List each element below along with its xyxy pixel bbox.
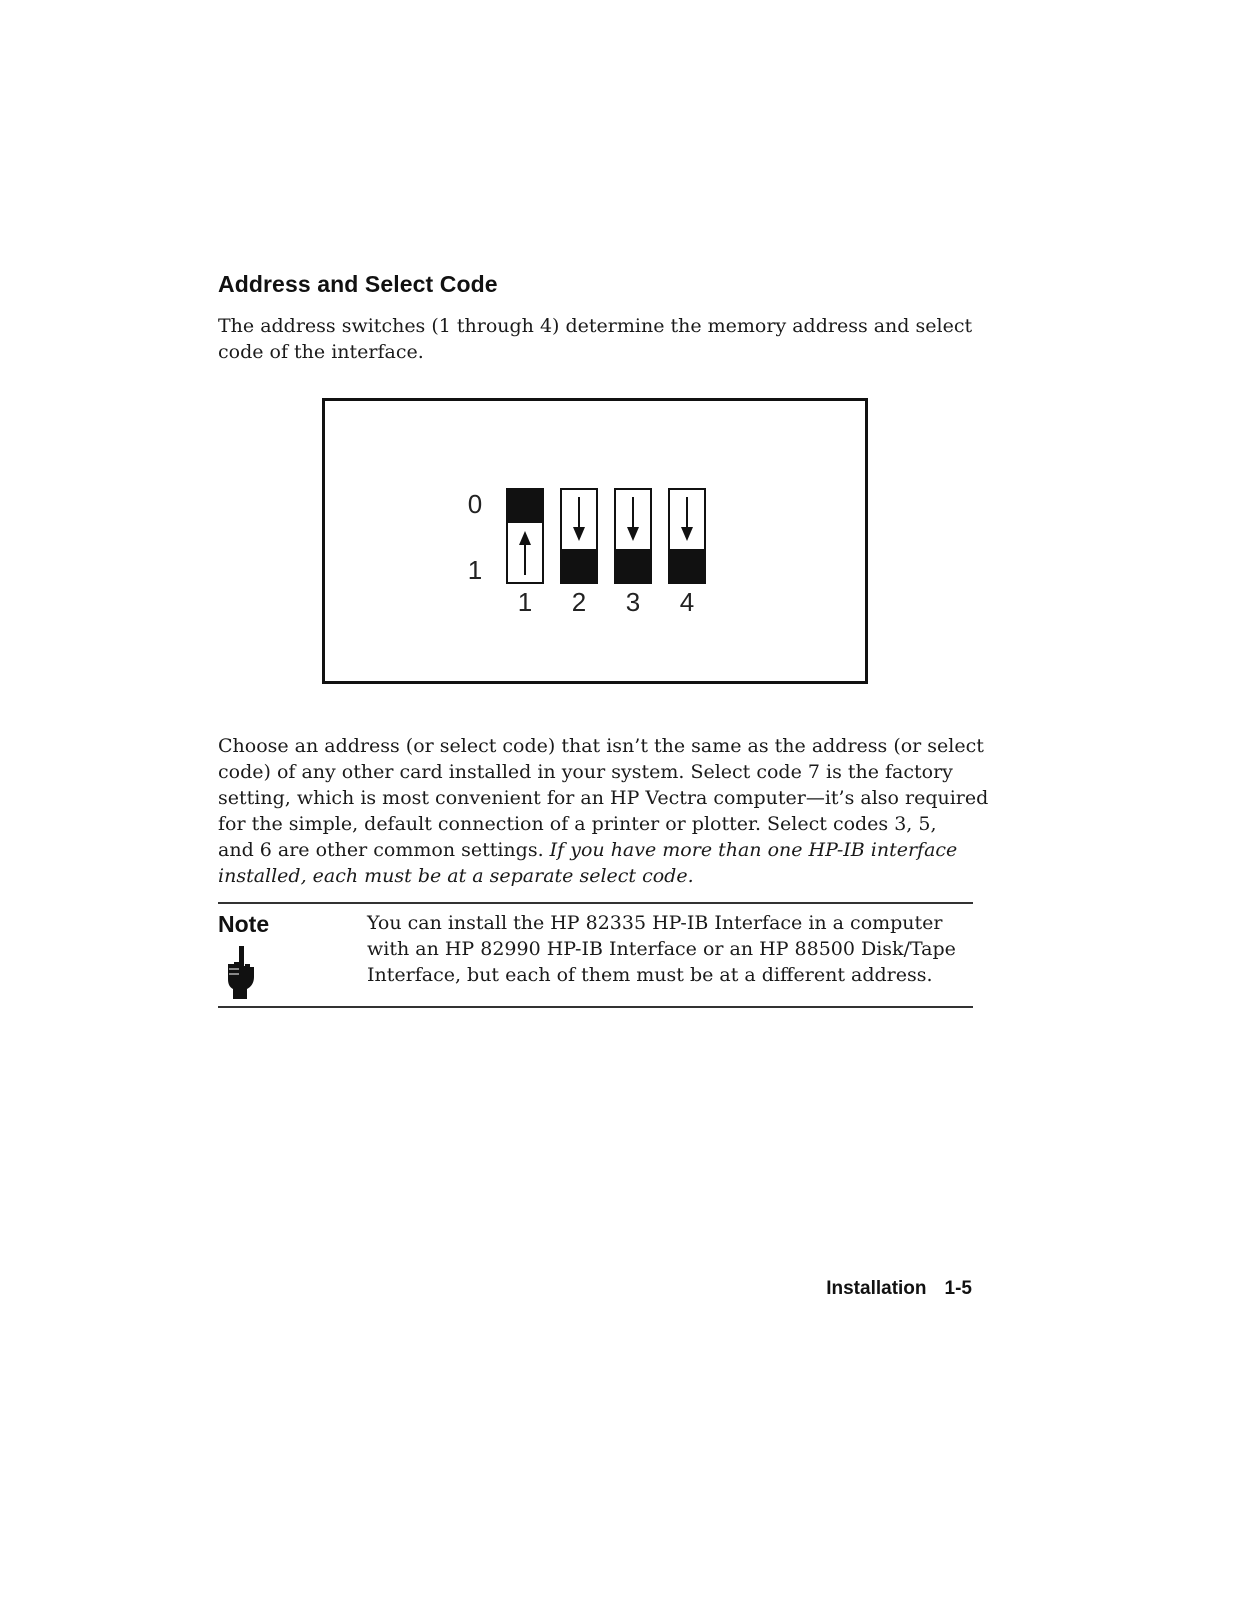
dip-switch-figure [322,398,868,684]
note-line: Interface, but each of them must be at a different address. [367,964,933,986]
switch-actuator [669,549,705,583]
note-line: You can install the HP 82335 HP-IB Interface in a computer [367,912,943,934]
row-label-1: 1 [467,555,483,585]
intro-line: The address switches (1 through 4) determine the memory address and select [218,315,973,337]
note-bottom-rule [218,1006,973,1008]
row-label-0: 0 [467,489,483,519]
switch-number-label: 4 [679,587,695,617]
note-text [367,910,956,988]
pointing-hand-icon [225,946,259,1006]
body-line [218,863,988,889]
page-number: 1-5 [944,1278,972,1299]
body-line: code) of any other card installed in your system. Select code 7 is the factory [218,761,953,783]
body-paragraph [218,733,988,889]
note-line: with an HP 82990 HP-IB Interface or an HP 88500 Disk/Tape [367,938,956,960]
body-line: setting, which is most convenient for an HP Vectra computer—it’s also required [218,787,989,809]
page-footer [826,1278,972,1300]
intro-line: code of the interface. [218,341,424,363]
body-line: Choose an address (or select code) that isn’t the same as the address (or select [218,735,984,757]
intro-paragraph [218,313,972,365]
switch-actuator [615,549,651,583]
note-label: Note [218,911,270,937]
body-line: and 6 are other common settings. If you have more than one HP-IB interface [218,839,958,861]
emphasis-text: installed, each must be at a separate select code. [218,865,694,887]
switch-number-label: 1 [517,587,533,617]
switch-number-label: 3 [625,587,641,617]
footer-section: Installation [826,1278,927,1299]
section-heading: Address and Select Code [218,271,498,297]
dip-switch-diagram [325,401,865,681]
switch-actuator [561,549,597,583]
switch-actuator [507,489,543,523]
note-top-rule [218,902,973,904]
switch-number-label: 2 [571,587,587,617]
body-line: for the simple, default connection of a printer or plotter. Select codes 3, 5, [218,813,937,835]
emphasis-text: If you have more than one HP-IB interface [549,839,958,861]
